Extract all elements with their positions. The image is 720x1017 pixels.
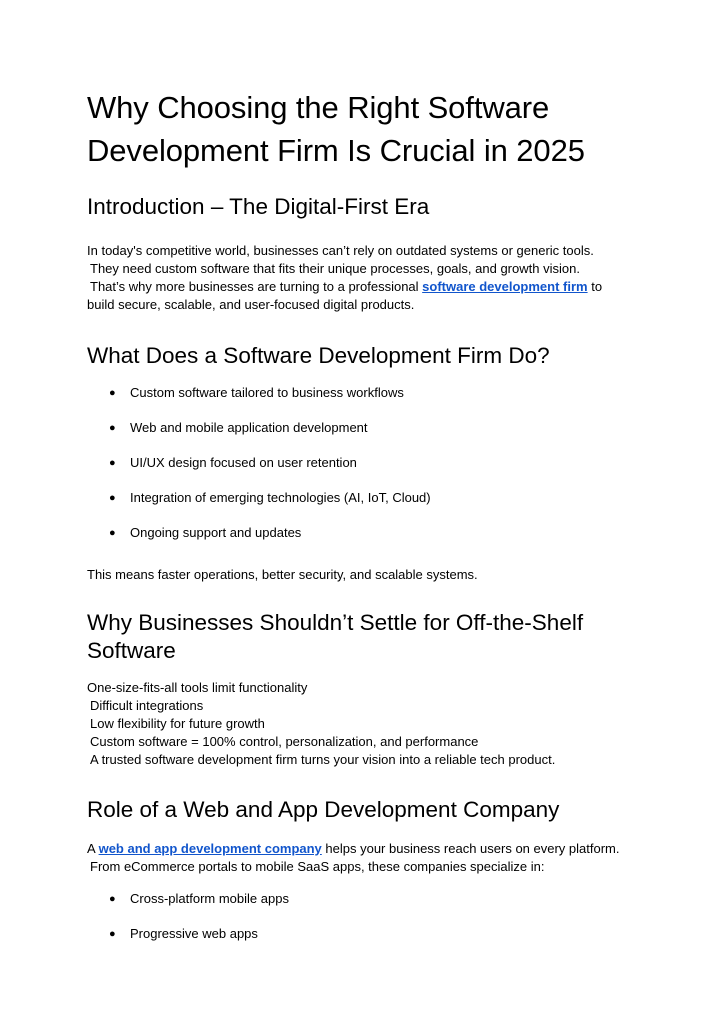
role-heading: Role of a Web and App Development Company: [87, 797, 560, 822]
intro-line-3-before: That’s why more businesses are turning to a professional: [90, 279, 423, 294]
list-item-text: Progressive web apps: [130, 926, 258, 941]
list-item-text: Ongoing support and updates: [130, 525, 302, 540]
bullet-icon: ●: [109, 457, 116, 469]
bullet-icon: ●: [109, 387, 116, 399]
role-line-1: [87, 840, 634, 858]
bullet-icon: ●: [109, 527, 116, 539]
list-item: [87, 384, 634, 402]
list-item: [87, 890, 634, 908]
why-line: Low flexibility for future growth: [90, 716, 265, 731]
list-item-text: Integration of emerging technologies (AI, IoT, Cloud): [130, 490, 431, 505]
why-line: Difficult integrations: [90, 698, 204, 713]
intro-line-3: [87, 278, 634, 296]
what-list: [87, 384, 634, 542]
bullet-icon: ●: [109, 422, 116, 434]
why-line: One-size-fits-all tools limit functionality: [87, 680, 308, 695]
bullet-icon: ●: [109, 492, 116, 504]
list-item: [87, 454, 634, 472]
role-line-2: From eCommerce portals to mobile SaaS apps, these companies specialize in:: [90, 859, 545, 874]
role-line-1-after: helps your business reach users on every platform.: [321, 841, 620, 856]
list-item-text: Cross-platform mobile apps: [130, 891, 289, 906]
intro-heading: Introduction – The Digital-First Era: [87, 194, 430, 219]
why-line: A trusted software development firm turns your vision into a reliable tech product.: [90, 752, 556, 767]
why-heading: Why Businesses Shouldn’t Settle for Off-the-Shelf Software: [87, 610, 584, 663]
list-item-text: UI/UX design focused on user retention: [130, 455, 357, 470]
what-heading: What Does a Software Development Firm Do?: [87, 343, 550, 368]
role-line-1-before: A: [87, 841, 99, 856]
list-item-text: Custom software tailored to business workflows: [130, 385, 404, 400]
intro-line-4: build secure, scalable, and user-focused digital products.: [87, 297, 415, 312]
why-line: Custom software = 100% control, personalization, and performance: [90, 734, 479, 749]
why-paragraph: [87, 679, 634, 769]
intro-line-3-after: to: [587, 279, 603, 294]
what-summary: This means faster operations, better security, and scalable systems.: [87, 567, 478, 582]
intro-line-2: They need custom software that fits their unique processes, goals, and growth vision.: [90, 261, 580, 276]
list-item: [87, 925, 634, 943]
page-title: Why Choosing the Right Software Development Firm Is Crucial in 2025: [87, 90, 585, 168]
list-item: [87, 419, 634, 437]
bullet-icon: ●: [109, 928, 116, 940]
software-development-firm-link[interactable]: software development firm: [422, 279, 588, 294]
role-list: [87, 890, 634, 943]
intro-line-1: In today's competitive world, businesses can’t rely on outdated systems or generic tools.: [87, 243, 594, 258]
bullet-icon: ●: [109, 893, 116, 905]
list-item: [87, 489, 634, 507]
intro-paragraph: [87, 242, 634, 314]
list-item-text: Web and mobile application development: [130, 420, 368, 435]
list-item: [87, 524, 634, 542]
role-paragraph: [87, 840, 634, 876]
web-and-app-development-company-link[interactable]: web and app development company: [98, 841, 322, 856]
